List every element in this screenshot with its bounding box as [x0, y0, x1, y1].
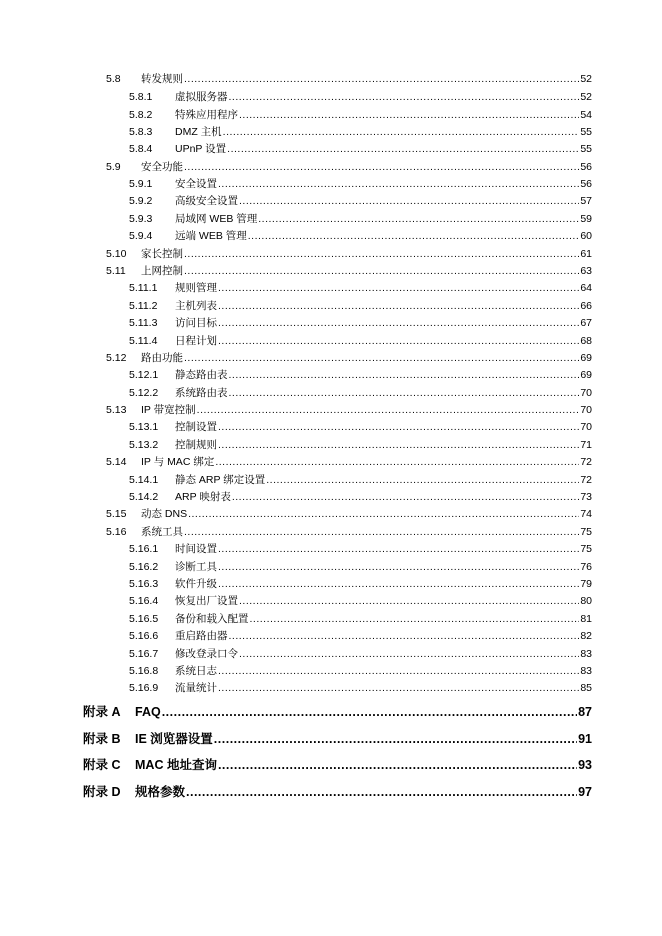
toc-leader-dots [239, 109, 579, 121]
toc-entry-title: 规则管理 [175, 282, 217, 294]
toc-entry-number: 5.16.8 [129, 665, 159, 677]
toc-leader-dots [218, 578, 579, 590]
toc-leader-dots [218, 317, 579, 329]
toc-leader-dots [218, 282, 579, 294]
toc-entry[interactable] [106, 524, 592, 539]
toc-entry-number: 5.15 [106, 508, 127, 520]
toc-entry-title: 备份和载入配置 [175, 613, 249, 625]
toc-entry-number: 5.8.1 [129, 91, 153, 103]
toc-entry[interactable] [129, 663, 592, 678]
toc-entry[interactable] [106, 71, 592, 86]
toc-entry-title: 控制规则 [175, 439, 217, 451]
toc-entry-page: 83 [580, 665, 592, 677]
toc-entry[interactable] [129, 593, 592, 608]
toc-entry-page: 76 [580, 561, 592, 573]
toc-appendix-number: 附录 C [83, 758, 121, 772]
toc-entry-title: UPnP 设置 [175, 143, 227, 155]
toc-leader-dots [218, 300, 579, 312]
toc-entry-number: 5.12 [106, 352, 127, 364]
toc-leader-dots [229, 387, 580, 399]
toc-entry-title: 系统路由表 [175, 387, 228, 399]
toc-appendix-page: 87 [578, 705, 592, 719]
toc-entry-title: 安全设置 [175, 178, 217, 190]
toc-leader-dots [266, 474, 579, 486]
toc-entry-page: 61 [580, 248, 592, 260]
toc-entry-title: 时间设置 [175, 543, 217, 555]
toc-leader-dots [186, 785, 577, 799]
toc-entry[interactable] [129, 124, 592, 139]
toc-entry-number: 5.11.2 [129, 300, 158, 312]
toc-entry-title: 系统工具 [141, 526, 183, 538]
toc-entry-page: 70 [580, 404, 592, 416]
toc-entry-title: 远端 WEB 管理 [175, 230, 247, 242]
toc-leader-dots [218, 665, 579, 677]
toc-leader-dots [258, 213, 579, 225]
toc-leader-dots [227, 143, 579, 155]
toc-entry-number: 5.8 [106, 73, 121, 85]
toc-entry-number: 5.14 [106, 456, 127, 468]
toc-appendix-number: 附录 D [83, 785, 121, 799]
toc-entry-title: 虚拟服务器 [175, 91, 228, 103]
toc-entry-title: 动态 DNS [141, 508, 188, 520]
toc-appendix-title: 规格参数 [135, 785, 186, 799]
toc-entry-page: 70 [580, 387, 592, 399]
toc-entry-page: 60 [580, 230, 592, 242]
toc-leader-dots [218, 439, 579, 451]
toc-entry-number: 5.9.1 [129, 178, 153, 190]
toc-appendix-entry[interactable] [83, 755, 592, 773]
toc-entry[interactable] [106, 506, 592, 521]
toc-entry-title: 重启路由器 [175, 630, 228, 642]
toc-entry-number: 5.13.1 [129, 421, 159, 433]
toc-entry-page: 85 [580, 682, 592, 694]
toc-leader-dots [239, 595, 579, 607]
toc-leader-dots [229, 630, 580, 642]
toc-entry-page: 74 [580, 508, 592, 520]
toc-entry[interactable] [129, 193, 592, 208]
toc-leader-dots [218, 543, 579, 555]
toc-entry-page: 72 [580, 456, 592, 468]
toc-entry-number: 5.9.4 [129, 230, 153, 242]
toc-entry-page: 56 [580, 178, 592, 190]
toc-entry[interactable] [129, 646, 592, 661]
toc-leader-dots [239, 195, 579, 207]
toc-leader-dots [215, 456, 579, 468]
toc-entry-page: 72 [580, 474, 592, 486]
toc-entry-number: 5.16.4 [129, 595, 159, 607]
toc-leader-dots [218, 178, 579, 190]
toc-entry-number: 5.8.3 [129, 126, 153, 138]
toc-entry-number: 5.16.5 [129, 613, 159, 625]
toc-entry-number: 5.13.2 [129, 439, 159, 451]
toc-entry-page: 70 [580, 421, 592, 433]
toc-leader-dots [218, 758, 577, 772]
toc-entry[interactable] [106, 402, 592, 417]
toc-entry-number: 5.16 [106, 526, 127, 538]
toc-entry-page: 71 [580, 439, 592, 451]
toc-entry-title: IP 带宽控制 [141, 404, 196, 416]
toc-entry-number: 5.16.9 [129, 682, 159, 694]
toc-entry[interactable] [129, 107, 592, 122]
toc-entry-page: 69 [580, 352, 592, 364]
toc-entry[interactable] [129, 576, 592, 591]
toc-entry[interactable] [106, 263, 592, 278]
toc-appendix-entry[interactable] [83, 782, 592, 800]
toc-entry[interactable] [129, 680, 592, 695]
toc-entry[interactable] [129, 559, 592, 574]
toc-entry-page: 75 [580, 526, 592, 538]
toc-entry-page: 73 [580, 491, 592, 503]
toc-leader-dots [162, 705, 577, 719]
toc-entry-title: 静态 ARP 绑定设置 [175, 474, 266, 486]
toc-entry-page: 57 [580, 195, 592, 207]
toc-entry-title: 上网控制 [141, 265, 183, 277]
toc-entry-number: 5.9.2 [129, 195, 153, 207]
toc-leader-dots [229, 369, 580, 381]
toc-entry-page: 59 [580, 213, 592, 225]
toc-leader-dots [248, 230, 580, 242]
toc-leader-dots [188, 508, 579, 520]
toc-entry-page: 64 [580, 282, 592, 294]
toc-entry[interactable] [106, 454, 592, 469]
toc-entry-title: 访问目标 [175, 317, 217, 329]
toc-entry-title: 高级安全设置 [175, 195, 238, 207]
toc-entry-number: 5.11.1 [129, 282, 158, 294]
toc-entry-page: 54 [580, 109, 592, 121]
toc-entry-number: 5.10 [106, 248, 127, 260]
toc-entry[interactable] [106, 246, 592, 261]
toc-entry-number: 5.12.2 [129, 387, 159, 399]
toc-leader-dots [184, 526, 579, 538]
toc-appendix-title: IE 浏览器设置 [135, 732, 213, 746]
toc-entry-title: 软件升级 [175, 578, 217, 590]
toc-appendix-number: 附录 B [83, 732, 121, 746]
toc-entry-number: 5.11 [106, 265, 126, 277]
toc-entry-page: 83 [580, 648, 592, 660]
toc-entry[interactable] [129, 628, 592, 643]
toc-entry-page: 81 [580, 613, 592, 625]
toc-leader-dots [197, 404, 580, 416]
toc-entry[interactable] [129, 315, 592, 330]
toc-entry-title: DMZ 主机 [175, 126, 222, 138]
toc-entry-title: 恢复出厂设置 [175, 595, 238, 607]
toc-leader-dots [229, 91, 580, 103]
toc-entry-page: 67 [580, 317, 592, 329]
toc-entry-title: 系统日志 [175, 665, 217, 677]
toc-entry-title: 诊断工具 [175, 561, 217, 573]
toc-entry-number: 5.11.4 [129, 335, 158, 347]
toc-entry-number: 5.16.7 [129, 648, 159, 660]
toc-appendix-page: 93 [578, 758, 592, 772]
toc-entry[interactable] [129, 472, 592, 487]
toc-entry-number: 5.11.3 [129, 317, 158, 329]
toc-entry[interactable] [129, 489, 592, 504]
toc-entry-title: 主机列表 [175, 300, 217, 312]
toc-entry-title: 特殊应用程序 [175, 109, 238, 121]
toc-entry-title: 控制设置 [175, 421, 217, 433]
toc-entry-number: 5.12.1 [129, 369, 159, 381]
toc-entry-number: 5.16.3 [129, 578, 159, 590]
toc-entry-page: 66 [580, 300, 592, 312]
toc-entry-title: IP 与 MAC 绑定 [141, 456, 215, 468]
toc-entry[interactable] [129, 141, 592, 156]
toc-entry-number: 5.16.1 [129, 543, 159, 555]
toc-entry-title: ARP 映射表 [175, 491, 231, 503]
toc-appendix-page: 97 [578, 785, 592, 799]
toc-entry-number: 5.16.6 [129, 630, 159, 642]
toc-entry-page: 56 [580, 161, 592, 173]
toc-leader-dots [184, 161, 579, 173]
toc-entry-title: 修改登录口令 [175, 648, 238, 660]
toc-entry-number: 5.9.3 [129, 213, 153, 225]
toc-entry-title: 安全功能 [141, 161, 183, 173]
toc-entry-page: 79 [580, 578, 592, 590]
toc-entry[interactable] [129, 228, 592, 243]
toc-leader-dots [184, 73, 579, 85]
toc-leader-dots [184, 352, 579, 364]
toc-entry[interactable] [106, 159, 592, 174]
toc-entry-number: 5.14.2 [129, 491, 159, 503]
toc-entry-title: 路由功能 [141, 352, 183, 364]
toc-entry-number: 5.8.2 [129, 109, 153, 121]
toc-leader-dots [232, 491, 579, 503]
toc-entry[interactable] [129, 367, 592, 382]
toc-entry-page: 75 [580, 543, 592, 555]
toc-entry-title: 局域网 WEB 管理 [175, 213, 258, 225]
toc-leader-dots [184, 265, 579, 277]
toc-entry-number: 5.14.1 [129, 474, 159, 486]
toc-entry-page: 55 [580, 126, 592, 138]
toc-entry-page: 82 [580, 630, 592, 642]
toc-entry-title: 转发规则 [141, 73, 183, 85]
toc-entry-page: 63 [580, 265, 592, 277]
toc-leader-dots [218, 421, 579, 433]
toc-entry[interactable] [129, 437, 592, 452]
toc-leader-dots [218, 682, 579, 694]
toc-entry-number: 5.13 [106, 404, 127, 416]
toc-appendix-title: MAC 地址查询 [135, 758, 217, 772]
toc-entry-page: 68 [580, 335, 592, 347]
toc-leader-dots [223, 126, 580, 138]
toc-entry[interactable] [129, 298, 592, 313]
toc-entry[interactable] [129, 611, 592, 626]
toc-entry-page: 52 [580, 73, 592, 85]
toc-appendix-page: 91 [578, 732, 592, 746]
toc-entry-page: 52 [580, 91, 592, 103]
toc-leader-dots [239, 648, 579, 660]
toc-entry[interactable] [129, 280, 592, 295]
toc-appendix-entry[interactable] [83, 702, 592, 720]
toc-entry-title: 流量统计 [175, 682, 217, 694]
toc-entry-title: 日程计划 [175, 335, 217, 347]
toc-entry-number: 5.9 [106, 161, 121, 173]
toc-leader-dots [214, 732, 577, 746]
toc-leader-dots [218, 561, 579, 573]
toc-entry-page: 55 [580, 143, 592, 155]
toc-entry[interactable] [129, 385, 592, 400]
toc-entry-title: 家长控制 [141, 248, 183, 260]
toc-entry[interactable] [129, 541, 592, 556]
toc-entry[interactable] [129, 333, 592, 348]
toc-leader-dots [184, 248, 579, 260]
toc-appendix-number: 附录 A [83, 705, 121, 719]
toc-entry[interactable] [129, 211, 592, 226]
toc-entry[interactable] [129, 176, 592, 191]
toc-entry-number: 5.16.2 [129, 561, 159, 573]
toc-entry-title: 静态路由表 [175, 369, 228, 381]
toc-entry-page: 69 [580, 369, 592, 381]
toc-entry-number: 5.8.4 [129, 143, 153, 155]
toc-leader-dots [250, 613, 580, 625]
toc-entry[interactable] [129, 419, 592, 434]
toc-entry-page: 80 [580, 595, 592, 607]
toc-entry[interactable] [106, 350, 592, 365]
toc-appendix-title: FAQ [135, 705, 161, 719]
toc-entry[interactable] [129, 89, 592, 104]
toc-appendix-entry[interactable] [83, 729, 592, 747]
toc-leader-dots [218, 335, 579, 347]
